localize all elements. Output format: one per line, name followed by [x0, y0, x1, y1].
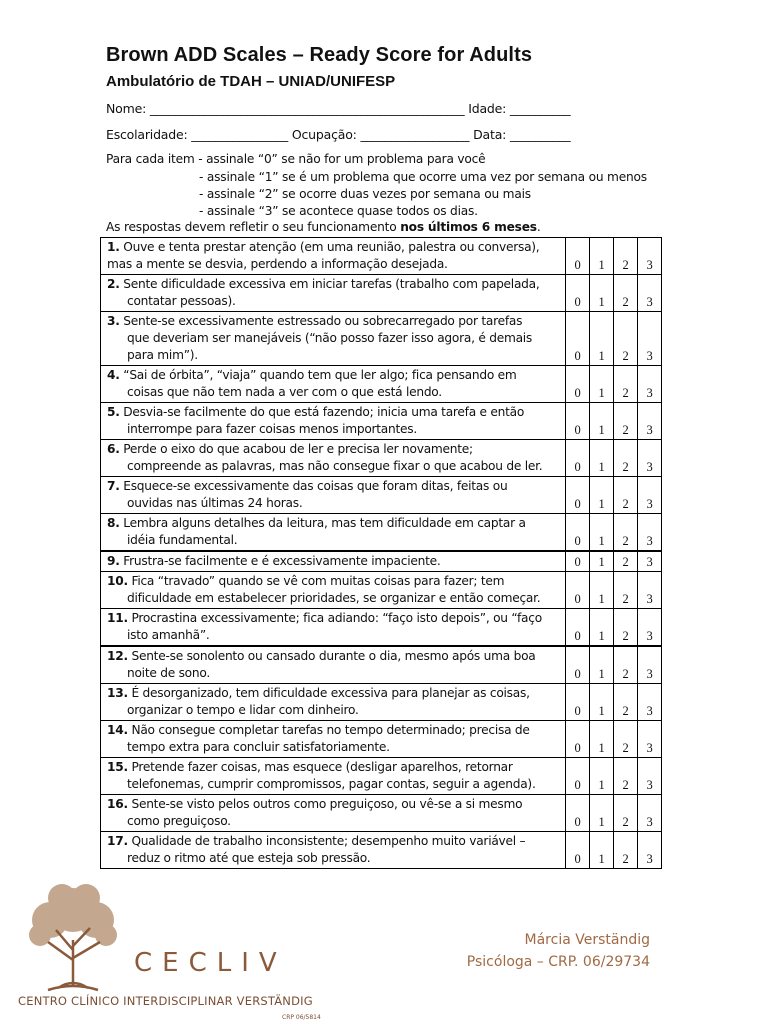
item-text-continuation: organizar o tempo e lidar com dinheiro.: [127, 703, 359, 717]
item-text: Perde o eixo do que acabou de ler e precisa ler novamente;: [123, 442, 473, 456]
item-question: [101, 795, 566, 832]
score-option-2[interactable]: 2: [614, 514, 638, 552]
score-option-3[interactable]: 3: [638, 440, 662, 477]
item-question: [101, 275, 566, 312]
score-option-2[interactable]: 2: [614, 832, 638, 869]
score-option-3[interactable]: 3: [638, 572, 662, 609]
score-option-2[interactable]: 2: [614, 477, 638, 514]
item-number: 17.: [107, 834, 128, 848]
signature-role: Psicóloga – CRP. 06/29734: [466, 954, 650, 970]
item-text-continuation: como preguiçoso.: [127, 814, 231, 828]
item-text-continuation: telefonemas, cumprir compromissos, pagar contas, seguir a agenda).: [127, 777, 536, 791]
table-row: [101, 572, 662, 609]
table-row: [101, 758, 662, 795]
item-text: “Sai de órbita”, “viaja” quando tem que ler algo; fica pensando em: [123, 368, 517, 382]
item-text: Lembra alguns detalhes da leitura, mas tem dificuldade em captar a: [123, 516, 526, 530]
score-option-3[interactable]: 3: [638, 758, 662, 795]
score-option-2[interactable]: 2: [614, 684, 638, 721]
table-row: [101, 646, 662, 684]
score-option-2[interactable]: 2: [614, 312, 638, 366]
table-row: [101, 238, 662, 275]
score-option-1[interactable]: 1: [590, 795, 614, 832]
score-option-2[interactable]: 2: [614, 758, 638, 795]
item-question: [101, 572, 566, 609]
item-text: Ouve e tenta prestar atenção (em uma reunião, palestra ou conversa),: [123, 240, 540, 254]
item-question: [101, 514, 566, 552]
item-question: [101, 477, 566, 514]
score-option-0[interactable]: 0: [566, 366, 590, 403]
score-option-2[interactable]: 2: [614, 440, 638, 477]
item-text: Qualidade de trabalho inconsistente; desempenho muito variável –: [131, 834, 526, 848]
table-row: [101, 684, 662, 721]
signature-name: Márcia Verständig: [524, 932, 650, 948]
item-text: Sente-se visto pelos outros como preguiçoso, ou vê-se a si mesmo: [131, 797, 523, 811]
item-text: É desorganizado, tem dificuldade excessiva para planejar as coisas,: [131, 686, 530, 700]
score-option-3[interactable]: 3: [638, 646, 662, 684]
table-row: [101, 721, 662, 758]
score-option-3[interactable]: 3: [638, 832, 662, 869]
item-number: 16.: [107, 797, 128, 811]
score-option-2[interactable]: 2: [614, 572, 638, 609]
item-number: 12.: [107, 649, 128, 663]
table-row: [101, 551, 662, 572]
score-option-3[interactable]: 3: [638, 238, 662, 275]
score-option-3[interactable]: 3: [638, 684, 662, 721]
score-option-0[interactable]: 0: [566, 403, 590, 440]
item-number: 9.: [107, 554, 120, 568]
item-question: [101, 366, 566, 403]
item-text: Sente-se excessivamente estressado ou sobrecarregado por tarefas: [123, 314, 523, 328]
item-question: [101, 684, 566, 721]
item-text-continuation: dificuldade em estabelecer prioridades, se organizar e então começar.: [127, 591, 541, 605]
score-option-1[interactable]: 1: [590, 684, 614, 721]
item-question: [101, 832, 566, 869]
logo-wordmark: CECLIV: [134, 948, 287, 978]
instruction-line-3: - assinale “2” se ocorre duas vezes por semana ou mais: [199, 187, 531, 201]
item-text-continuation: isto amanhã”.: [127, 628, 210, 642]
item-number: 3.: [107, 314, 120, 328]
item-number: 2.: [107, 277, 120, 291]
item-number: 10.: [107, 574, 128, 588]
item-text: Sente dificuldade excessiva em iniciar tarefas (trabalho com papelada,: [123, 277, 540, 291]
item-text-continuation: coisas que não tem nada a ver com o que está lendo.: [127, 385, 442, 399]
score-option-1[interactable]: 1: [590, 646, 614, 684]
item-question: [101, 721, 566, 758]
score-option-1[interactable]: 1: [590, 572, 614, 609]
score-option-0[interactable]: 0: [566, 312, 590, 366]
table-row: [101, 403, 662, 440]
item-text-continuation: idéia fundamental.: [127, 533, 238, 547]
item-text-continuation: reduz o ritmo até que esteja sob pressão.: [127, 851, 371, 865]
score-option-2[interactable]: 2: [614, 403, 638, 440]
score-option-2[interactable]: 2: [614, 795, 638, 832]
item-question: [101, 609, 566, 647]
instruction-period: As respostas devem refletir o seu funcionamento nos últimos 6 meses.: [106, 220, 541, 234]
instruction-line-4: - assinale “3” se acontece quase todos os dias.: [199, 204, 478, 218]
score-option-0[interactable]: 0: [566, 551, 590, 572]
score-option-1[interactable]: 1: [590, 551, 614, 572]
period-emphasis: nos últimos 6 meses: [400, 220, 537, 234]
item-question: [101, 551, 566, 572]
item-text-continuation: para mim”).: [127, 348, 198, 362]
score-option-0[interactable]: 0: [566, 609, 590, 647]
item-question: [101, 440, 566, 477]
name-age-line[interactable]: Nome: ____________________________________________________ Idade: __________: [106, 101, 571, 116]
score-option-2[interactable]: 2: [614, 609, 638, 647]
score-option-1[interactable]: 1: [590, 609, 614, 647]
logo-subtitle: CENTRO CLÍNICO INTERDISCIPLINAR VERSTÄNDIG: [18, 994, 313, 1008]
score-option-2[interactable]: 2: [614, 366, 638, 403]
item-text-continuation: compreende as palavras, mas não consegue fixar o que acabou de ler.: [127, 459, 543, 473]
score-option-1[interactable]: 1: [590, 403, 614, 440]
score-option-1[interactable]: 1: [590, 366, 614, 403]
item-text: Sente-se sonolento ou cansado durante o dia, mesmo após uma boa: [131, 649, 536, 663]
item-number: 1.: [107, 240, 120, 254]
score-option-1[interactable]: 1: [590, 312, 614, 366]
items-table: [100, 237, 662, 869]
item-text-continuation: ouvidas nas últimas 24 horas.: [127, 496, 303, 510]
item-number: 11.: [107, 611, 128, 625]
item-number: 13.: [107, 686, 128, 700]
score-option-1[interactable]: 1: [590, 477, 614, 514]
table-row: [101, 312, 662, 366]
score-option-2[interactable]: 2: [614, 721, 638, 758]
score-option-1[interactable]: 1: [590, 832, 614, 869]
score-option-0[interactable]: 0: [566, 646, 590, 684]
score-option-1[interactable]: 1: [590, 238, 614, 275]
score-option-0[interactable]: 0: [566, 721, 590, 758]
item-number: 5.: [107, 405, 120, 419]
item-number: 15.: [107, 760, 128, 774]
score-option-3[interactable]: 3: [638, 312, 662, 366]
item-number: 7.: [107, 479, 120, 493]
score-option-3[interactable]: 3: [638, 403, 662, 440]
item-text: Procrastina excessivamente; fica adiando: “faço isto depois”, ou “faço: [131, 611, 542, 625]
table-row: [101, 609, 662, 647]
item-number: 14.: [107, 723, 128, 737]
item-question: [101, 312, 566, 366]
score-option-2[interactable]: 2: [614, 238, 638, 275]
score-option-3[interactable]: 3: [638, 477, 662, 514]
score-option-0[interactable]: 0: [566, 440, 590, 477]
score-option-3[interactable]: 3: [638, 795, 662, 832]
instruction-line-1: Para cada item - assinale “0” se não for um problema para você: [106, 152, 486, 166]
item-text-continuation: que deveriam ser manejáveis (“não posso fazer isso agora, é demais: [127, 331, 533, 345]
item-question: [101, 238, 566, 275]
score-option-0[interactable]: 0: [566, 832, 590, 869]
table-row: [101, 440, 662, 477]
table-row: [101, 275, 662, 312]
item-question: [101, 646, 566, 684]
score-option-3[interactable]: 3: [638, 514, 662, 552]
score-option-2[interactable]: 2: [614, 551, 638, 572]
item-question: [101, 758, 566, 795]
item-text: Desvia-se facilmente do que está fazendo; inicia uma tarefa e então: [123, 405, 525, 419]
score-option-0[interactable]: 0: [566, 684, 590, 721]
score-option-2[interactable]: 2: [614, 646, 638, 684]
table-row: [101, 477, 662, 514]
form-subtitle: Ambulatório de TDAH – UNIAD/UNIFESP: [106, 73, 396, 90]
score-option-3[interactable]: 3: [638, 721, 662, 758]
item-text: Frustra-se facilmente e é excessivamente impaciente.: [123, 554, 441, 568]
score-option-3[interactable]: 3: [638, 609, 662, 647]
score-option-0[interactable]: 0: [566, 477, 590, 514]
item-number: 4.: [107, 368, 120, 382]
score-option-0[interactable]: 0: [566, 238, 590, 275]
item-number: 6.: [107, 442, 120, 456]
score-option-3[interactable]: 3: [638, 366, 662, 403]
item-text: Não consegue completar tarefas no tempo determinado; precisa de: [131, 723, 530, 737]
logo-crp: CRP 06/5814: [282, 1014, 321, 1021]
cecliv-logo: [14, 880, 344, 1020]
item-text-continuation: mas a mente se desvia, perdendo a informação desejada.: [107, 257, 448, 271]
item-question: [101, 403, 566, 440]
score-option-3[interactable]: 3: [638, 275, 662, 312]
tree-logo-icon: [18, 880, 128, 992]
table-row: [101, 514, 662, 552]
table-row: [101, 366, 662, 403]
item-text-continuation: tempo extra para concluir satisfatoriamente.: [127, 740, 390, 754]
item-text-continuation: contatar pessoas).: [127, 294, 236, 308]
form-title: Brown ADD Scales – Ready Score for Adults: [106, 44, 533, 66]
score-option-0[interactable]: 0: [566, 275, 590, 312]
item-text: Fica “travado” quando se vê com muitas coisas para fazer; tem: [131, 574, 505, 588]
item-text-continuation: interrompe para fazer coisas menos importantes.: [127, 422, 418, 436]
instruction-line-2: - assinale “1” se é um problema que ocorre uma vez por semana ou menos: [199, 170, 647, 184]
score-option-1[interactable]: 1: [590, 514, 614, 552]
item-text: Esquece-se excessivamente das coisas que foram ditas, feitas ou: [123, 479, 508, 493]
item-text: Pretende fazer coisas, mas esquece (desligar aparelhos, retornar: [131, 760, 513, 774]
education-occupation-date-line[interactable]: Escolaridade: ________________ Ocupação: __________________ Data: __________: [106, 127, 571, 142]
score-option-1[interactable]: 1: [590, 275, 614, 312]
score-option-0[interactable]: 0: [566, 514, 590, 552]
score-option-1[interactable]: 1: [590, 440, 614, 477]
score-option-1[interactable]: 1: [590, 721, 614, 758]
table-row: [101, 795, 662, 832]
table-row: [101, 832, 662, 869]
item-text-continuation: noite de sono.: [127, 666, 210, 680]
score-option-1[interactable]: 1: [590, 758, 614, 795]
score-option-0[interactable]: 0: [566, 795, 590, 832]
score-option-2[interactable]: 2: [614, 275, 638, 312]
item-number: 8.: [107, 516, 120, 530]
score-option-0[interactable]: 0: [566, 572, 590, 609]
score-option-3[interactable]: 3: [638, 551, 662, 572]
score-option-0[interactable]: 0: [566, 758, 590, 795]
